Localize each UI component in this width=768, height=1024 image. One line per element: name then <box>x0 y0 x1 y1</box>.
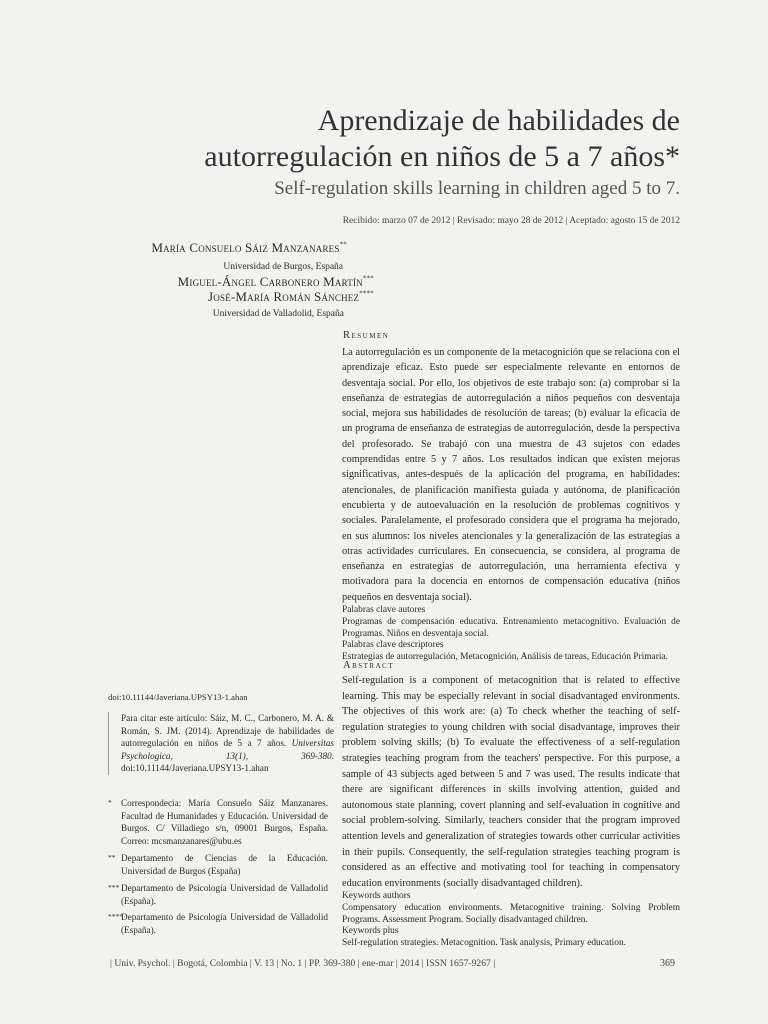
doi: doi:10.11144/Javeriana.UPSY13-1.ahan <box>108 692 248 702</box>
title-line-1: Aprendizaje de habilidades de <box>317 104 680 137</box>
author-2 <box>178 274 374 290</box>
author-mark: *** <box>362 274 374 283</box>
keywords-plus: Self-regulation strategies. Metacognition. Task analysis, Primary education. <box>342 938 626 949</box>
abstract-heading: Abstract <box>343 660 395 671</box>
author-1 <box>151 240 347 256</box>
author-name: Miguel-Ángel Carbonero Martín <box>177 274 363 289</box>
affiliation-1: Universidad de Burgos, España <box>223 262 343 272</box>
resumen-heading: Resumen <box>343 330 390 341</box>
keywords-plus-label: Keywords plus <box>342 926 399 937</box>
footnote-mark: * <box>108 798 112 807</box>
keywords-authors-label: Palabras clave autores <box>342 605 426 616</box>
dates-line: Recibido: marzo 07 de 2012 | Revisado: mayo 28 de 2012 | Aceptado: agosto 15 de 2012 <box>342 216 680 226</box>
author-mark: **** <box>359 289 374 298</box>
footnote-text: Correspondecia: María Consuelo Sáiz Manzanares. Facultad de Humanidades y Educación. Universidad de Burgos. C/ Villadiego s/n, 09001 Burgos, España. Correo: mcsmanzanares@ubu.es <box>121 798 328 846</box>
resumen-body: La autorregulación es un componente de la metacognición que se relaciona con el aprendizaje eficaz. Esto puede ser especialmente relevante en entornos de desventaja social. Por ello, los objetivos de este trabajo son: (a) comprobar si la enseñanza de estrategias de autorregulación a niños pequeños con desventaja social, mejora sus habilidades de resolución de tareas; (b) evaluar la eficacia de un programa de enseñanza de estrategias de autorregulación, desde la perspectiva del profesorado. Se trabajó con una muestra de 43 sujetos con edades comprendidas entre 5 y 7 años. Los resultados indican que existen mejoras significativas, antes-después de la aplicación del programa, en habilidades: atencionales, de planificación manifiesta guiada y autónoma, de planificación encubierta y de autoevaluación en la resolución de problemas cognitivos y sociales. Paralelamente, el profesorado considera que el programa ha mejorado, en sus alumnos: los niveles atencionales y la generalización de las estrategias a otras actividades curriculares. En consecuencia, se considera, al programa de enseñanza en estrategias de autorregulación, una herramienta efectiva y motivadora para la docencia en entornos de compensación educativa (niños pequeños en desventaja social). <box>342 347 680 603</box>
citation-box <box>108 712 334 775</box>
subtitle: Self-regulation skills learning in children aged 5 to 7. <box>274 178 680 199</box>
keywords-descriptors: Estrategias de autorregulación, Metacognición, Análisis de tareas, Educación Primaria. <box>342 652 668 663</box>
abstract-section <box>342 673 680 949</box>
affiliation-2: Universidad de Valladolid, España <box>212 309 344 319</box>
citation-prefix: Para citar este artículo: Sáiz, M. C., Carbonero, M. A. & Román, S. JM. (2014). Aprendizaje de habilidades de autorregulación en niños de 5 a 7 años. <box>121 713 334 748</box>
footnote-mark: *** <box>108 883 120 892</box>
resumen-section <box>342 345 680 663</box>
journal-footer: | Univ. Psychol. | Bogotá, Colombia | V. 13 | No. 1 | PP. 369-380 | ene-mar | 2014 | ISSN 1657-9267 | <box>110 958 496 969</box>
author-mark: ** <box>339 240 347 249</box>
keywords-authors-en: Compensatory education environments. Metacognitive training. Solving Problem Programs. Assessment Program. Socially disadvantaged children. <box>342 903 680 926</box>
footnote-mark: ** <box>108 853 116 862</box>
footnote-text: Departamento de Ciencias de la Educación. Universidad de Burgos (España) <box>121 853 328 876</box>
footnote <box>108 797 328 847</box>
author-name: José-María Román Sánchez <box>208 289 360 304</box>
citation-suffix: doi:10.11144/Javeriana.UPSY13-1.ahan <box>121 763 269 773</box>
abstract-body: Self-regulation is a component of metacognition that is related to effective learning. This may be especially relevant in social disadvantaged environments. The objectives of this work are: (a) To check whether the teaching of self-regulation strategies to young children with social disadvantage, improves their problem solving skills; (b) To evaluate the effectiveness of a self-regulation strategies teaching program from the teachers' perspective. For this purpose, a sample of 43 subjects aged between 5 and 7 was used. The results indicate that there are significant differences in skills involving attention, guided and autonomous state planning, covert planning and self-evaluation in cognitive and social problem-solving. Similarly, teachers consider that the program improved attention levels and generalization of strategies towards other curricular activities in their pupils. Consequently, the self-regulation strategies teaching program is considered as an effective and motivating tool for teaching in compensatory education environments (socially disadvantaged children). <box>342 675 680 889</box>
author-3 <box>208 289 374 305</box>
citation-journal: Universitas Psychologica, 13(1), 369-380. <box>121 738 334 761</box>
footnote <box>108 911 328 936</box>
footnote-text: Departamento de Psicología Universidad de Valladolid (España). <box>121 883 328 906</box>
footnote-mark: **** <box>108 912 123 921</box>
page-number: 369 <box>660 958 675 969</box>
author-name: María Consuelo Sáiz Manzanares <box>151 240 340 255</box>
footnote <box>108 882 328 907</box>
footnote <box>108 852 328 877</box>
keywords-authors: Programas de compensación educativa. Entrenamiento metacognitivo. Evaluación de Programas. Niños en desventaja social. <box>342 617 680 640</box>
keywords-authors-en-label: Keywords authors <box>342 891 411 902</box>
footnote-text: Departamento de Psicología Universidad de Valladolid (España). <box>121 912 328 935</box>
keywords-descriptors-label: Palabras clave descriptores <box>342 640 444 651</box>
title-line-2: autorregulación en niños de 5 a 7 años* <box>204 140 680 173</box>
